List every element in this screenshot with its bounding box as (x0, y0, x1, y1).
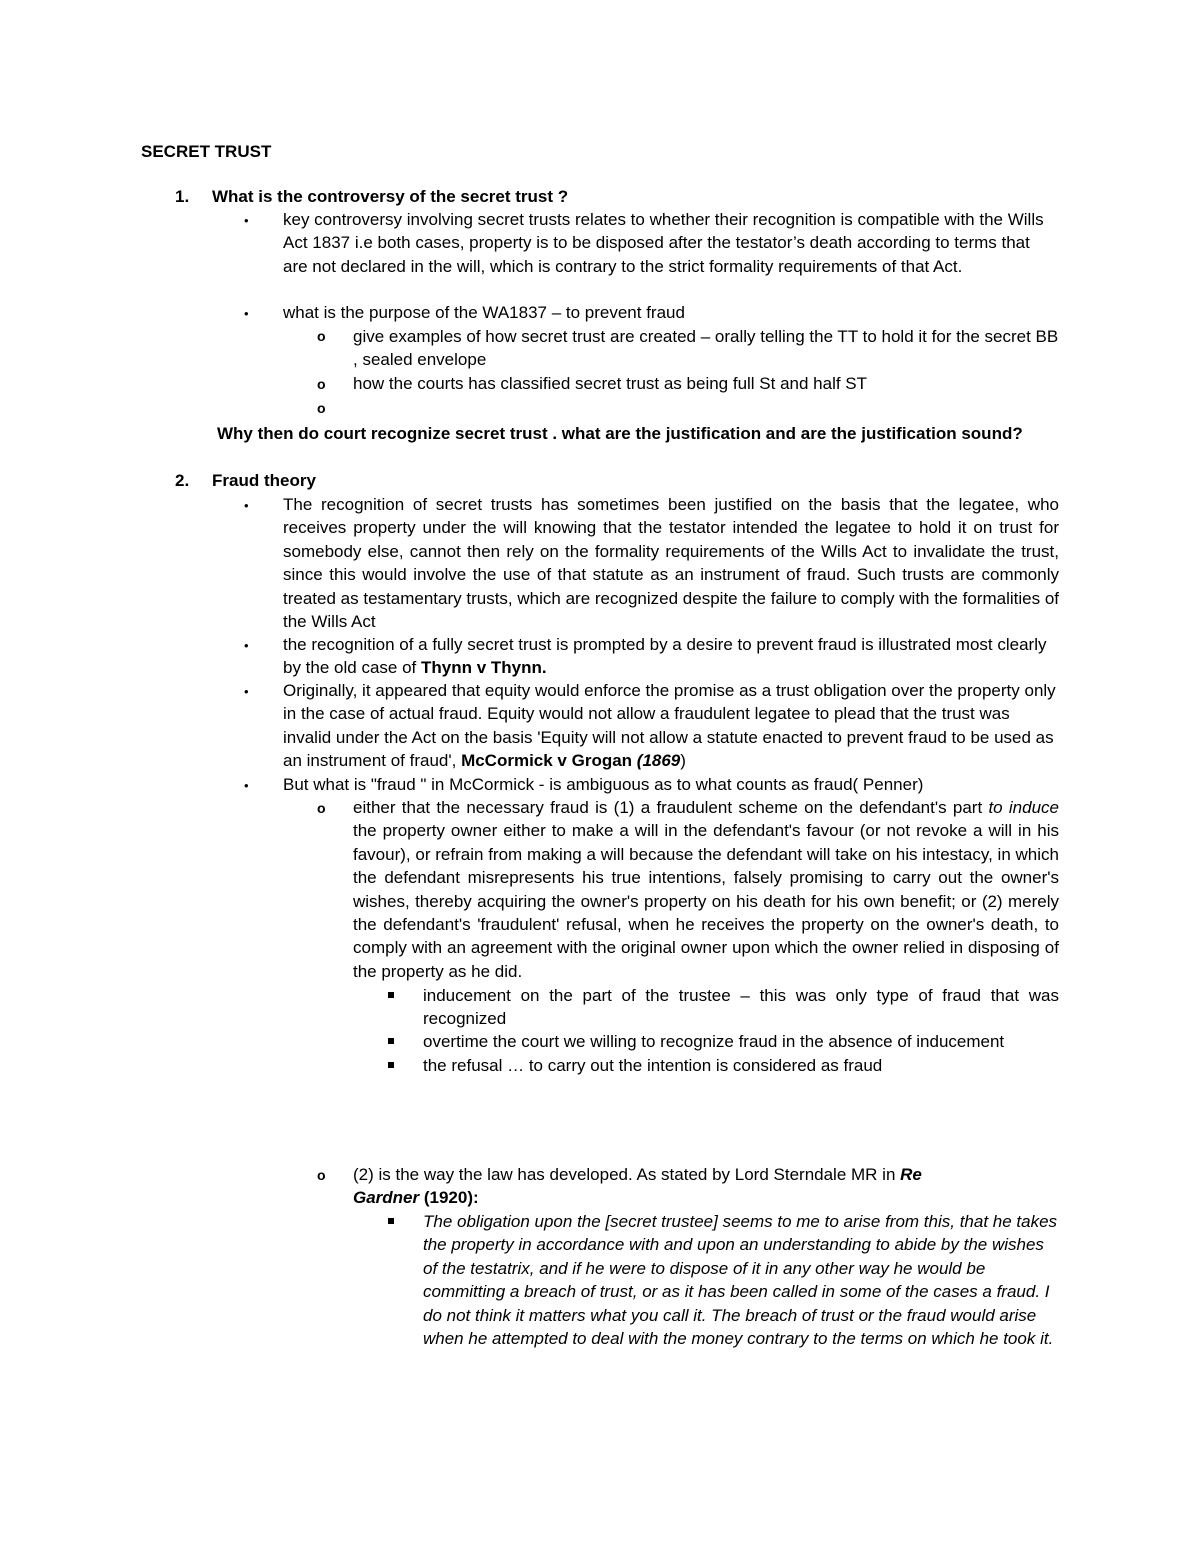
section-2-heading: Fraud theory (212, 471, 316, 490)
sub-a-italic: to induce (988, 798, 1060, 817)
bullet-marker: • (244, 684, 249, 699)
section-2-bullet-1: The recognition of secret trusts has sometimes been justified on the basis that the legatee, who receives property under the will knowing that the testator intended the legatee to hold it on trust for somebody else, cannot then rely on the formality requirements of the Wills Act to invalidate the trust, since this would involve the use of that statute as an instrument of fraud. Such trusts are commonly treated as testamentary trusts, which are recognized despite the failure to comply with the formalities of the Wills Act (283, 495, 1059, 632)
bullet-marker: • (244, 638, 249, 653)
case-year-mccormick: (1869 (636, 751, 681, 771)
section-2-bullet-3 (283, 679, 1059, 773)
sub-a-post: the property owner either to make a will in the defendant's favour (or not revoke a will in his favour), or refrain from making a will because the defendant will take on his intestacy, in which the defendant misrepresents his true intentions, falsely promising to carry out the owner's wishes, thereby acquiring the owner's property on his death for his own benefit; or (2) merely the defendant's 'fraudulent' refusal, when he receives the property on the owner's death, to comply with an agreement with the original owner upon which the owner relied in disposing of the property as he did. (353, 821, 1059, 981)
bullet-2-text: the recognition of a fully secret trust is prompted by a desire to prevent fraud is illustrated most clearly by the old case of (283, 635, 1047, 678)
square-bullet-marker (388, 1218, 394, 1224)
case-year-re-gardner: (1920): (419, 1188, 479, 1208)
section-1-sub-bullet-2: how the courts has classified secret trust as being full St and half ST (353, 374, 868, 393)
sub-bullet-marker: o (317, 376, 326, 392)
section-1-heading: What is the controversy of the secret trust ? (212, 187, 569, 206)
sub-bullet-marker: o (317, 328, 326, 344)
sub-b-pre: (2) is the way the law has developed. As stated by Lord Sterndale MR in (353, 1165, 901, 1184)
case-name-mccormick: McCormick v Grogan (461, 751, 637, 771)
case-year-close: ) (680, 751, 686, 771)
section-2-bullet-2 (283, 633, 1059, 680)
section-1-number: 1. (175, 187, 190, 206)
sub-bullet-marker: o (317, 400, 326, 416)
case-name-thynn: Thynn v Thynn. (420, 658, 547, 678)
sub-bullet-marker: o (317, 1167, 326, 1183)
section-2-bullet-4: But what is "fraud " in McCormick - is ambiguous as to what counts as fraud( Penner) (283, 775, 924, 794)
section-2-sub-bullet-1 (353, 796, 1059, 983)
sub-point-1: inducement on the part of the trustee – this was only type of fraud that was recognized (423, 986, 1059, 1029)
sub-point-3: the refusal … to carry out the intention is considered as fraud (423, 1056, 883, 1075)
square-bullet-marker (388, 1038, 394, 1044)
bullet-marker: • (244, 778, 249, 793)
sub-bullet-marker: o (317, 800, 326, 816)
square-bullet-marker (388, 1062, 394, 1068)
square-bullet-marker (388, 992, 394, 998)
page-title: SECRET TRUST (141, 142, 272, 161)
bullet-3-text: Originally, it appeared that equity would enforce the promise as a trust obligation over the property only in the case of actual fraud. Equity would not allow a fraudulent legatee to plead that the trust was invalid under the Act on the basis 'Equity will not allow a statute enacted to prevent fraud to be used as an instrument of fraud', (283, 681, 1056, 771)
bullet-marker: • (244, 213, 249, 228)
re-gardner-quote: The obligation upon the [secret trustee] seems to me to arise from this, that he takes the property in accordance with and upon an understanding to abide by the wishes of the testatrix, and if he were to dispose of it in any other way he would be committing a breach of trust, or as it has been called in some of the cases a fraud. I do not think it matters what you call it. The breach of trust or the fraud would arise when he attempted to deal with the money contrary to the terms on which he took it. (423, 1212, 1058, 1349)
section-2-sub-bullet-2 (353, 1163, 953, 1210)
bullet-marker: • (244, 306, 249, 321)
bullet-marker: • (244, 498, 249, 513)
section-1-bullet-2: what is the purpose of the WA1837 – to prevent fraud (283, 303, 685, 322)
sub-point-2: overtime the court we willing to recognize fraud in the absence of inducement (423, 1032, 1005, 1051)
section-2-number: 2. (175, 471, 190, 490)
justification-question: Why then do court recognize secret trust . what are the justification and are the justification sound? (217, 424, 1023, 443)
section-1-sub-bullet-1: give examples of how secret trust are created – orally telling the TT to hold it for the secret BB , sealed envelope (353, 327, 1059, 370)
case-name-re-gardner: Re Gardner (353, 1165, 922, 1208)
sub-a-pre: either that the necessary fraud is (1) a fraudulent scheme on the defendant's part (353, 798, 989, 817)
section-1-bullet-1: key controversy involving secret trusts relates to whether their recognition is compatible with the Wills Act 1837 i.e both cases, property is to be disposed after the testator’s death according to terms that are not declared in the will, which is contrary to the strict formality requirements of that Act. (283, 210, 1044, 276)
